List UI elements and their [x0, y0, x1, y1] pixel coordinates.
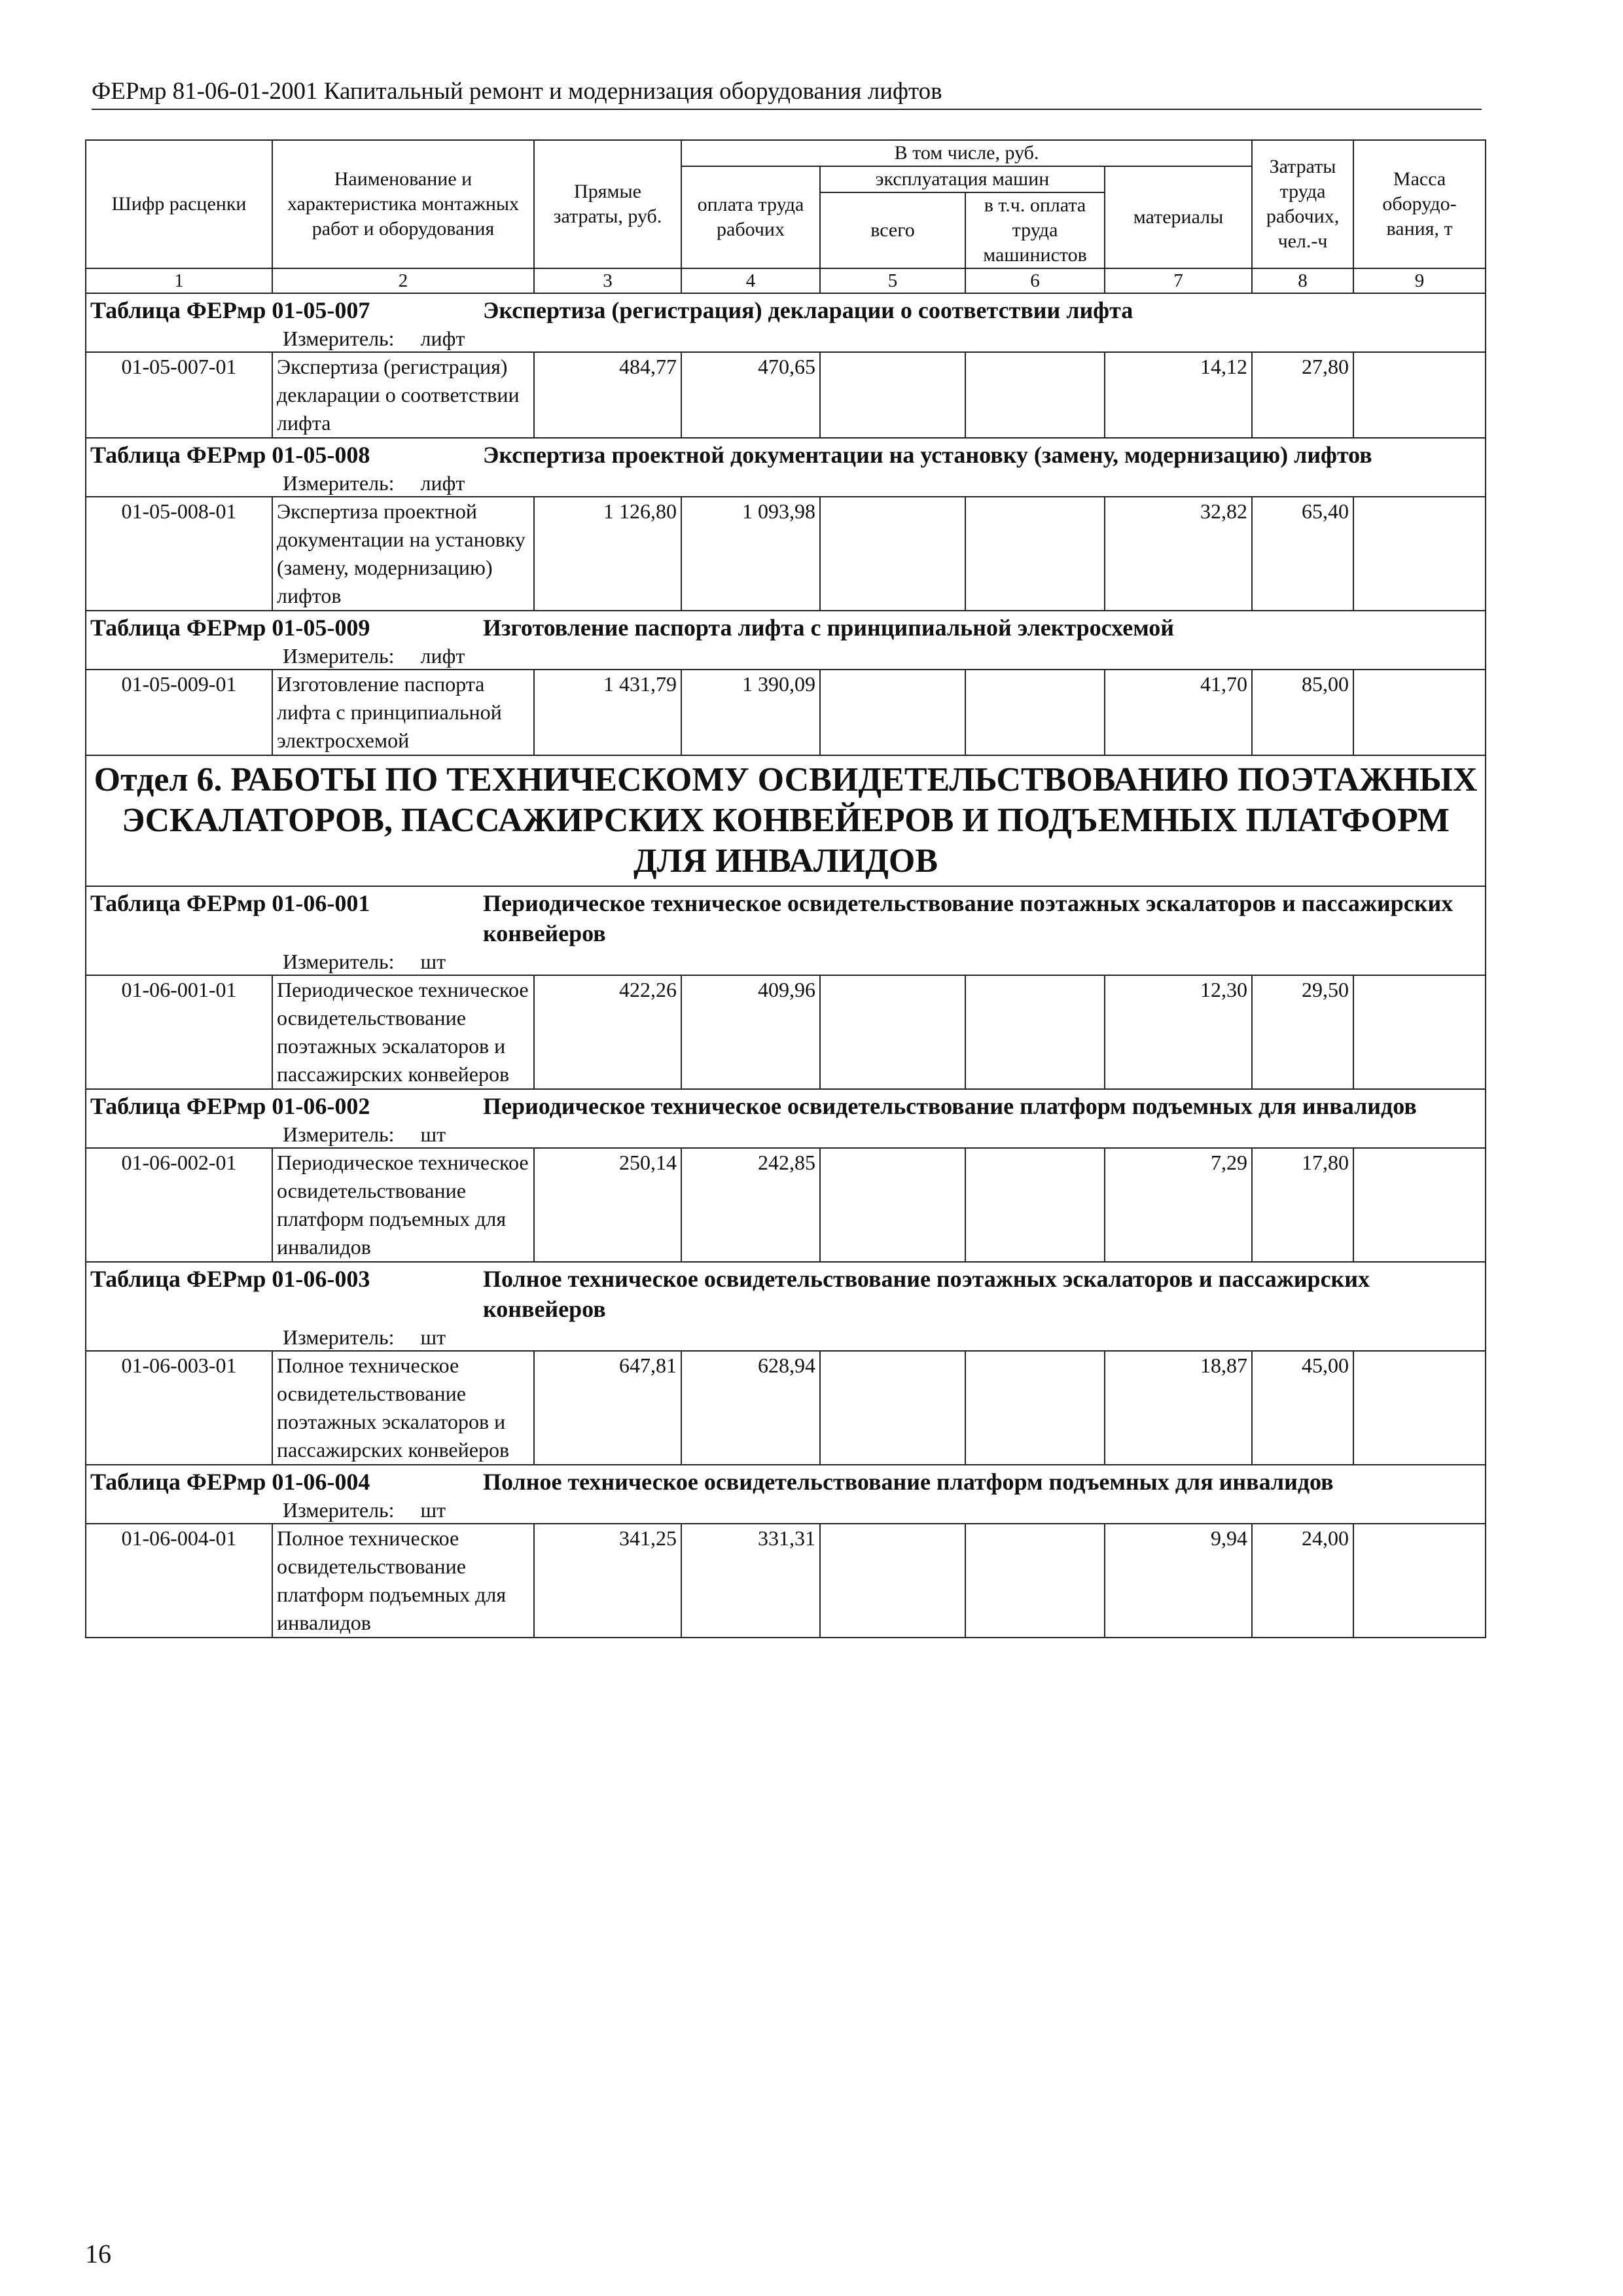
row-code: 01-06-002-01 — [86, 1148, 272, 1262]
row-machines-total — [820, 1148, 965, 1262]
measure-label: Измеритель: — [283, 950, 395, 973]
col-number: 3 — [534, 268, 681, 293]
measure-line — [90, 643, 1481, 669]
table-label: Таблица ФЕРмр 01-06-001 — [90, 890, 370, 916]
col-header-labor-cost: Затраты труда рабочих, чел.-ч — [1252, 140, 1353, 268]
row-labor-pay: 470,65 — [681, 352, 820, 438]
table-caption-row — [86, 611, 1486, 670]
row-equipment-mass — [1353, 1524, 1486, 1638]
col-header-code: Шифр расценки — [86, 140, 272, 268]
table-label: Таблица ФЕРмр 01-06-003 — [90, 1266, 370, 1292]
measure-unit: лифт — [420, 644, 465, 668]
row-materials: 12,30 — [1105, 975, 1252, 1089]
measure-unit: лифт — [420, 327, 465, 350]
row-name: Полное техническое освидетельствование поэтажных эскалаторов и пассажирских конвейеров — [272, 1351, 534, 1465]
table-label: Таблица ФЕРмр 01-06-004 — [90, 1469, 370, 1495]
measure-unit: шт — [420, 950, 446, 973]
row-code: 01-05-009-01 — [86, 670, 272, 755]
table-caption-row — [86, 293, 1486, 352]
row-labor-hours: 65,40 — [1252, 497, 1353, 611]
row-name: Изготовление паспорта лифта с принципиальной электросхемой — [272, 670, 534, 755]
row-materials: 9,94 — [1105, 1524, 1252, 1638]
table-caption — [86, 1465, 1486, 1524]
row-machinists-pay — [965, 352, 1105, 438]
price-table — [85, 139, 1486, 1638]
row-labor-pay: 1 390,09 — [681, 670, 820, 755]
table-row — [86, 1148, 1486, 1262]
col-number: 4 — [681, 268, 820, 293]
table-title: Полное техническое освидетельствование платформ подъемных для инвалидов — [483, 1469, 1334, 1495]
measure-label: Измеритель: — [283, 471, 395, 495]
table-title: Периодическое техническое освидетельствование платформ подъемных для инвалидов — [483, 1093, 1417, 1119]
measure-line — [90, 1324, 1481, 1350]
row-materials: 14,12 — [1105, 352, 1252, 438]
table-caption — [86, 293, 1486, 352]
table-caption-row — [86, 1089, 1486, 1148]
table-row — [86, 1524, 1486, 1638]
col-number: 7 — [1105, 268, 1252, 293]
row-direct-cost: 1 126,80 — [534, 497, 681, 611]
measure-line — [90, 1121, 1481, 1147]
row-labor-hours: 85,00 — [1252, 670, 1353, 755]
table-title: Экспертиза (регистрация) декларации о соответствии лифта — [483, 297, 1133, 323]
measure-line — [90, 1497, 1481, 1523]
table-title: Полное техническое освидетельствование поэтажных эскалаторов и пассажирских конвейеров — [483, 1266, 1370, 1322]
row-equipment-mass — [1353, 1148, 1486, 1262]
table-title: Экспертиза проектной документации на установку (замену, модернизацию) лифтов — [483, 442, 1372, 468]
row-code: 01-06-003-01 — [86, 1351, 272, 1465]
col-number: 8 — [1252, 268, 1353, 293]
table-caption — [86, 1262, 1486, 1351]
table-row — [86, 670, 1486, 755]
measure-line — [90, 325, 1481, 351]
table-label: Таблица ФЕРмр 01-05-009 — [90, 615, 370, 641]
running-header: ФЕРмр 81-06-01-2001 Капитальный ремонт и модернизация оборудования лифтов — [92, 77, 1482, 110]
row-direct-cost: 250,14 — [534, 1148, 681, 1262]
measure-unit: шт — [420, 1325, 446, 1349]
table-title: Периодическое техническое освидетельствование поэтажных эскалаторов и пассажирских конвейеров — [483, 890, 1454, 946]
row-equipment-mass — [1353, 1351, 1486, 1465]
measure-line — [90, 470, 1481, 496]
table-body-section-5 — [86, 293, 1486, 755]
row-materials: 18,87 — [1105, 1351, 1252, 1465]
row-machinists-pay — [965, 1524, 1105, 1638]
table-caption — [86, 886, 1486, 975]
table-body-section-6 — [86, 886, 1486, 1638]
row-materials: 32,82 — [1105, 497, 1252, 611]
col-header-materials: материалы — [1105, 166, 1252, 268]
col-number: 9 — [1353, 268, 1486, 293]
col-number: 2 — [272, 268, 534, 293]
measure-label: Измеритель: — [283, 327, 395, 350]
row-name: Периодическое техническое освидетельствование поэтажных эскалаторов и пассажирских конвейеров — [272, 975, 534, 1089]
row-machines-total — [820, 1524, 965, 1638]
col-number: 6 — [965, 268, 1105, 293]
row-code: 01-06-004-01 — [86, 1524, 272, 1638]
table-caption — [86, 438, 1486, 497]
table-caption-row — [86, 438, 1486, 497]
row-direct-cost: 1 431,79 — [534, 670, 681, 755]
col-header-mass: Масса оборудо-вания, т — [1353, 140, 1486, 268]
row-machines-total — [820, 497, 965, 611]
row-equipment-mass — [1353, 352, 1486, 438]
row-name: Полное техническое освидетельствование платформ подъемных для инвалидов — [272, 1524, 534, 1638]
measure-label: Измеритель: — [283, 1122, 395, 1146]
col-header-labor: оплата труда рабочих — [681, 166, 820, 268]
table-row — [86, 352, 1486, 438]
row-equipment-mass — [1353, 975, 1486, 1089]
row-equipment-mass — [1353, 497, 1486, 611]
row-machinists-pay — [965, 975, 1105, 1089]
row-labor-hours: 17,80 — [1252, 1148, 1353, 1262]
col-header-machinists: в т.ч. оплата труда машинистов — [965, 192, 1105, 268]
section-title: Отдел 6. РАБОТЫ ПО ТЕХНИЧЕСКОМУ ОСВИДЕТЕЛЬСТВОВАНИЮ ПОЭТАЖНЫХ ЭСКАЛАТОРОВ, ПАССАЖИРСКИХ КОНВЕЙЕРОВ И ПОДЪЕМНЫХ ПЛАТФОРМ ДЛЯ ИНВАЛИДОВ — [86, 755, 1486, 886]
row-equipment-mass — [1353, 670, 1486, 755]
measure-label: Измеритель: — [283, 644, 395, 668]
measure-label: Измеритель: — [283, 1325, 395, 1349]
measure-unit: шт — [420, 1122, 446, 1146]
col-header-incl: В том числе, руб. — [681, 140, 1252, 166]
row-labor-pay: 409,96 — [681, 975, 820, 1089]
col-header-machines: эксплуатация машин — [820, 166, 1105, 192]
row-machines-total — [820, 1351, 965, 1465]
row-machinists-pay — [965, 497, 1105, 611]
row-materials: 41,70 — [1105, 670, 1252, 755]
row-machinists-pay — [965, 1148, 1105, 1262]
row-code: 01-05-007-01 — [86, 352, 272, 438]
row-labor-pay: 242,85 — [681, 1148, 820, 1262]
measure-label: Измеритель: — [283, 1498, 395, 1522]
row-labor-hours: 24,00 — [1252, 1524, 1353, 1638]
table-caption-row — [86, 886, 1486, 975]
table-caption-row — [86, 1262, 1486, 1351]
row-machines-total — [820, 352, 965, 438]
row-machinists-pay — [965, 670, 1105, 755]
section-heading — [86, 755, 1486, 886]
row-labor-hours: 27,80 — [1252, 352, 1353, 438]
row-labor-hours: 29,50 — [1252, 975, 1353, 1089]
row-direct-cost: 422,26 — [534, 975, 681, 1089]
table-title: Изготовление паспорта лифта с принципиальной электросхемой — [483, 615, 1175, 641]
row-code: 01-05-008-01 — [86, 497, 272, 611]
table-caption — [86, 611, 1486, 670]
row-name: Экспертиза проектной документации на установку (замену, модернизацию) лифтов — [272, 497, 534, 611]
row-labor-hours: 45,00 — [1252, 1351, 1353, 1465]
col-header-direct: Прямые затраты, руб. — [534, 140, 681, 268]
row-labor-pay: 628,94 — [681, 1351, 820, 1465]
column-number-row — [86, 268, 1486, 293]
row-machinists-pay — [965, 1351, 1105, 1465]
measure-line — [90, 948, 1481, 975]
row-machines-total — [820, 670, 965, 755]
row-name: Периодическое техническое освидетельствование платформ подъемных для инвалидов — [272, 1148, 534, 1262]
row-direct-cost: 647,81 — [534, 1351, 681, 1465]
measure-unit: шт — [420, 1498, 446, 1522]
table-caption — [86, 1089, 1486, 1148]
col-header-name: Наименование и характеристика монтажных работ и оборудования — [272, 140, 534, 268]
table-label: Таблица ФЕРмр 01-05-007 — [90, 297, 370, 323]
row-direct-cost: 484,77 — [534, 352, 681, 438]
col-header-total: всего — [820, 192, 965, 268]
table-label: Таблица ФЕРмр 01-06-002 — [90, 1093, 370, 1119]
table-row — [86, 497, 1486, 611]
table-label: Таблица ФЕРмр 01-05-008 — [90, 442, 370, 468]
row-name: Экспертиза (регистрация) декларации о соответствии лифта — [272, 352, 534, 438]
col-number: 5 — [820, 268, 965, 293]
row-labor-pay: 331,31 — [681, 1524, 820, 1638]
row-materials: 7,29 — [1105, 1148, 1252, 1262]
table-row — [86, 975, 1486, 1089]
row-machines-total — [820, 975, 965, 1089]
measure-unit: лифт — [420, 471, 465, 495]
page-number: 16 — [85, 2239, 111, 2269]
row-code: 01-06-001-01 — [86, 975, 272, 1089]
table-caption-row — [86, 1465, 1486, 1524]
col-number: 1 — [86, 268, 272, 293]
row-direct-cost: 341,25 — [534, 1524, 681, 1638]
row-labor-pay: 1 093,98 — [681, 497, 820, 611]
table-row — [86, 1351, 1486, 1465]
